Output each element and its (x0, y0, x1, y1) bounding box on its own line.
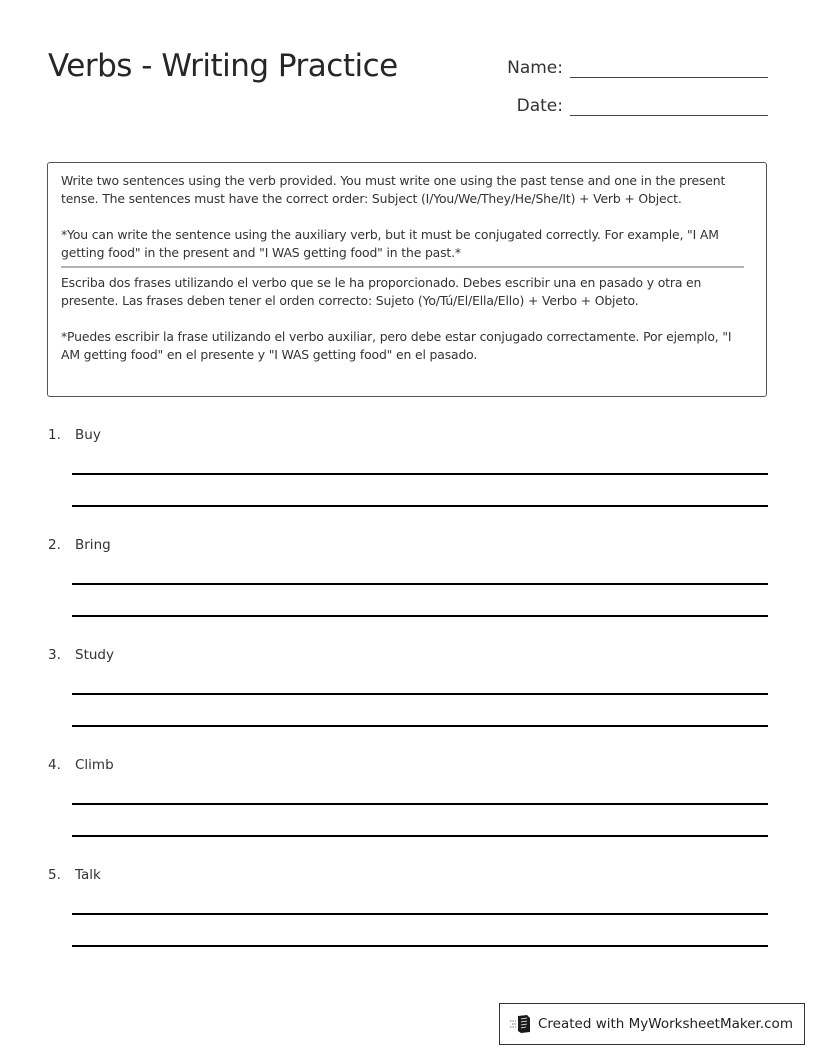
question-verb: Talk (75, 867, 101, 883)
question-number: 3. (48, 647, 61, 663)
footer-credit-text: Created with MyWorksheetMaker.com (538, 1016, 793, 1032)
question-item (48, 645, 768, 755)
answer-line-2[interactable] (72, 945, 768, 947)
name-label: Name: (507, 58, 563, 78)
instructions-box (47, 162, 767, 397)
page-title: Verbs - Writing Practice (48, 48, 398, 84)
question-number: 2. (48, 537, 61, 553)
instructions-english-paragraph-2: *You can write the sentence using the auxiliary verb, but it must be conjugated correctly. For example, "I AM getting food" in the present and "I WAS getting food" in the past.* (61, 227, 719, 260)
date-label: Date: (516, 96, 563, 116)
question-number: 4. (48, 757, 61, 773)
question-list (48, 425, 768, 975)
answer-line-1[interactable] (72, 803, 768, 805)
question-item (48, 425, 768, 535)
date-blank-line[interactable] (570, 89, 768, 116)
footer-credit-badge[interactable] (499, 1003, 805, 1045)
question-verb: Climb (75, 757, 114, 773)
answer-line-1[interactable] (72, 583, 768, 585)
answer-line-1[interactable] (72, 913, 768, 915)
question-item (48, 535, 768, 645)
question-item (48, 755, 768, 865)
worksheet-logo-icon (510, 1014, 532, 1034)
name-blank-line[interactable] (570, 51, 768, 78)
question-item (48, 865, 768, 975)
answer-line-2[interactable] (72, 615, 768, 617)
answer-line-1[interactable] (72, 693, 768, 695)
instructions-spanish-paragraph-1: Escriba dos frases utilizando el verbo que se le ha proporcionado. Debes escribir una en pasado y otra en presente. Las frases deben tener el orden correcto: Sujeto (Yo/Tú/El/Ella/Ello) + Verbo + Objeto. (61, 275, 702, 308)
question-number: 1. (48, 427, 61, 443)
instructions-divider (61, 266, 744, 268)
question-verb: Bring (75, 537, 111, 553)
answer-line-2[interactable] (72, 835, 768, 837)
instructions-english-paragraph-1: Write two sentences using the verb provided. You must write one using the past tense and one in the present tense. The sentences must have the correct order: Subject (I/You/We/They/He/She/It) + Verb + Object. (61, 173, 726, 206)
answer-line-2[interactable] (72, 505, 768, 507)
name-field (490, 50, 768, 80)
answer-line-2[interactable] (72, 725, 768, 727)
answer-line-1[interactable] (72, 473, 768, 475)
question-verb: Study (75, 647, 114, 663)
question-verb: Buy (75, 427, 101, 443)
instructions-spanish-paragraph-2: *Puedes escribir la frase utilizando el verbo auxiliar, pero debe estar conjugado correctamente. Por ejemplo, "I AM getting food" en el presente y "I WAS getting food" en el pasado. (61, 329, 732, 362)
question-number: 5. (48, 867, 61, 883)
date-field (490, 88, 768, 118)
